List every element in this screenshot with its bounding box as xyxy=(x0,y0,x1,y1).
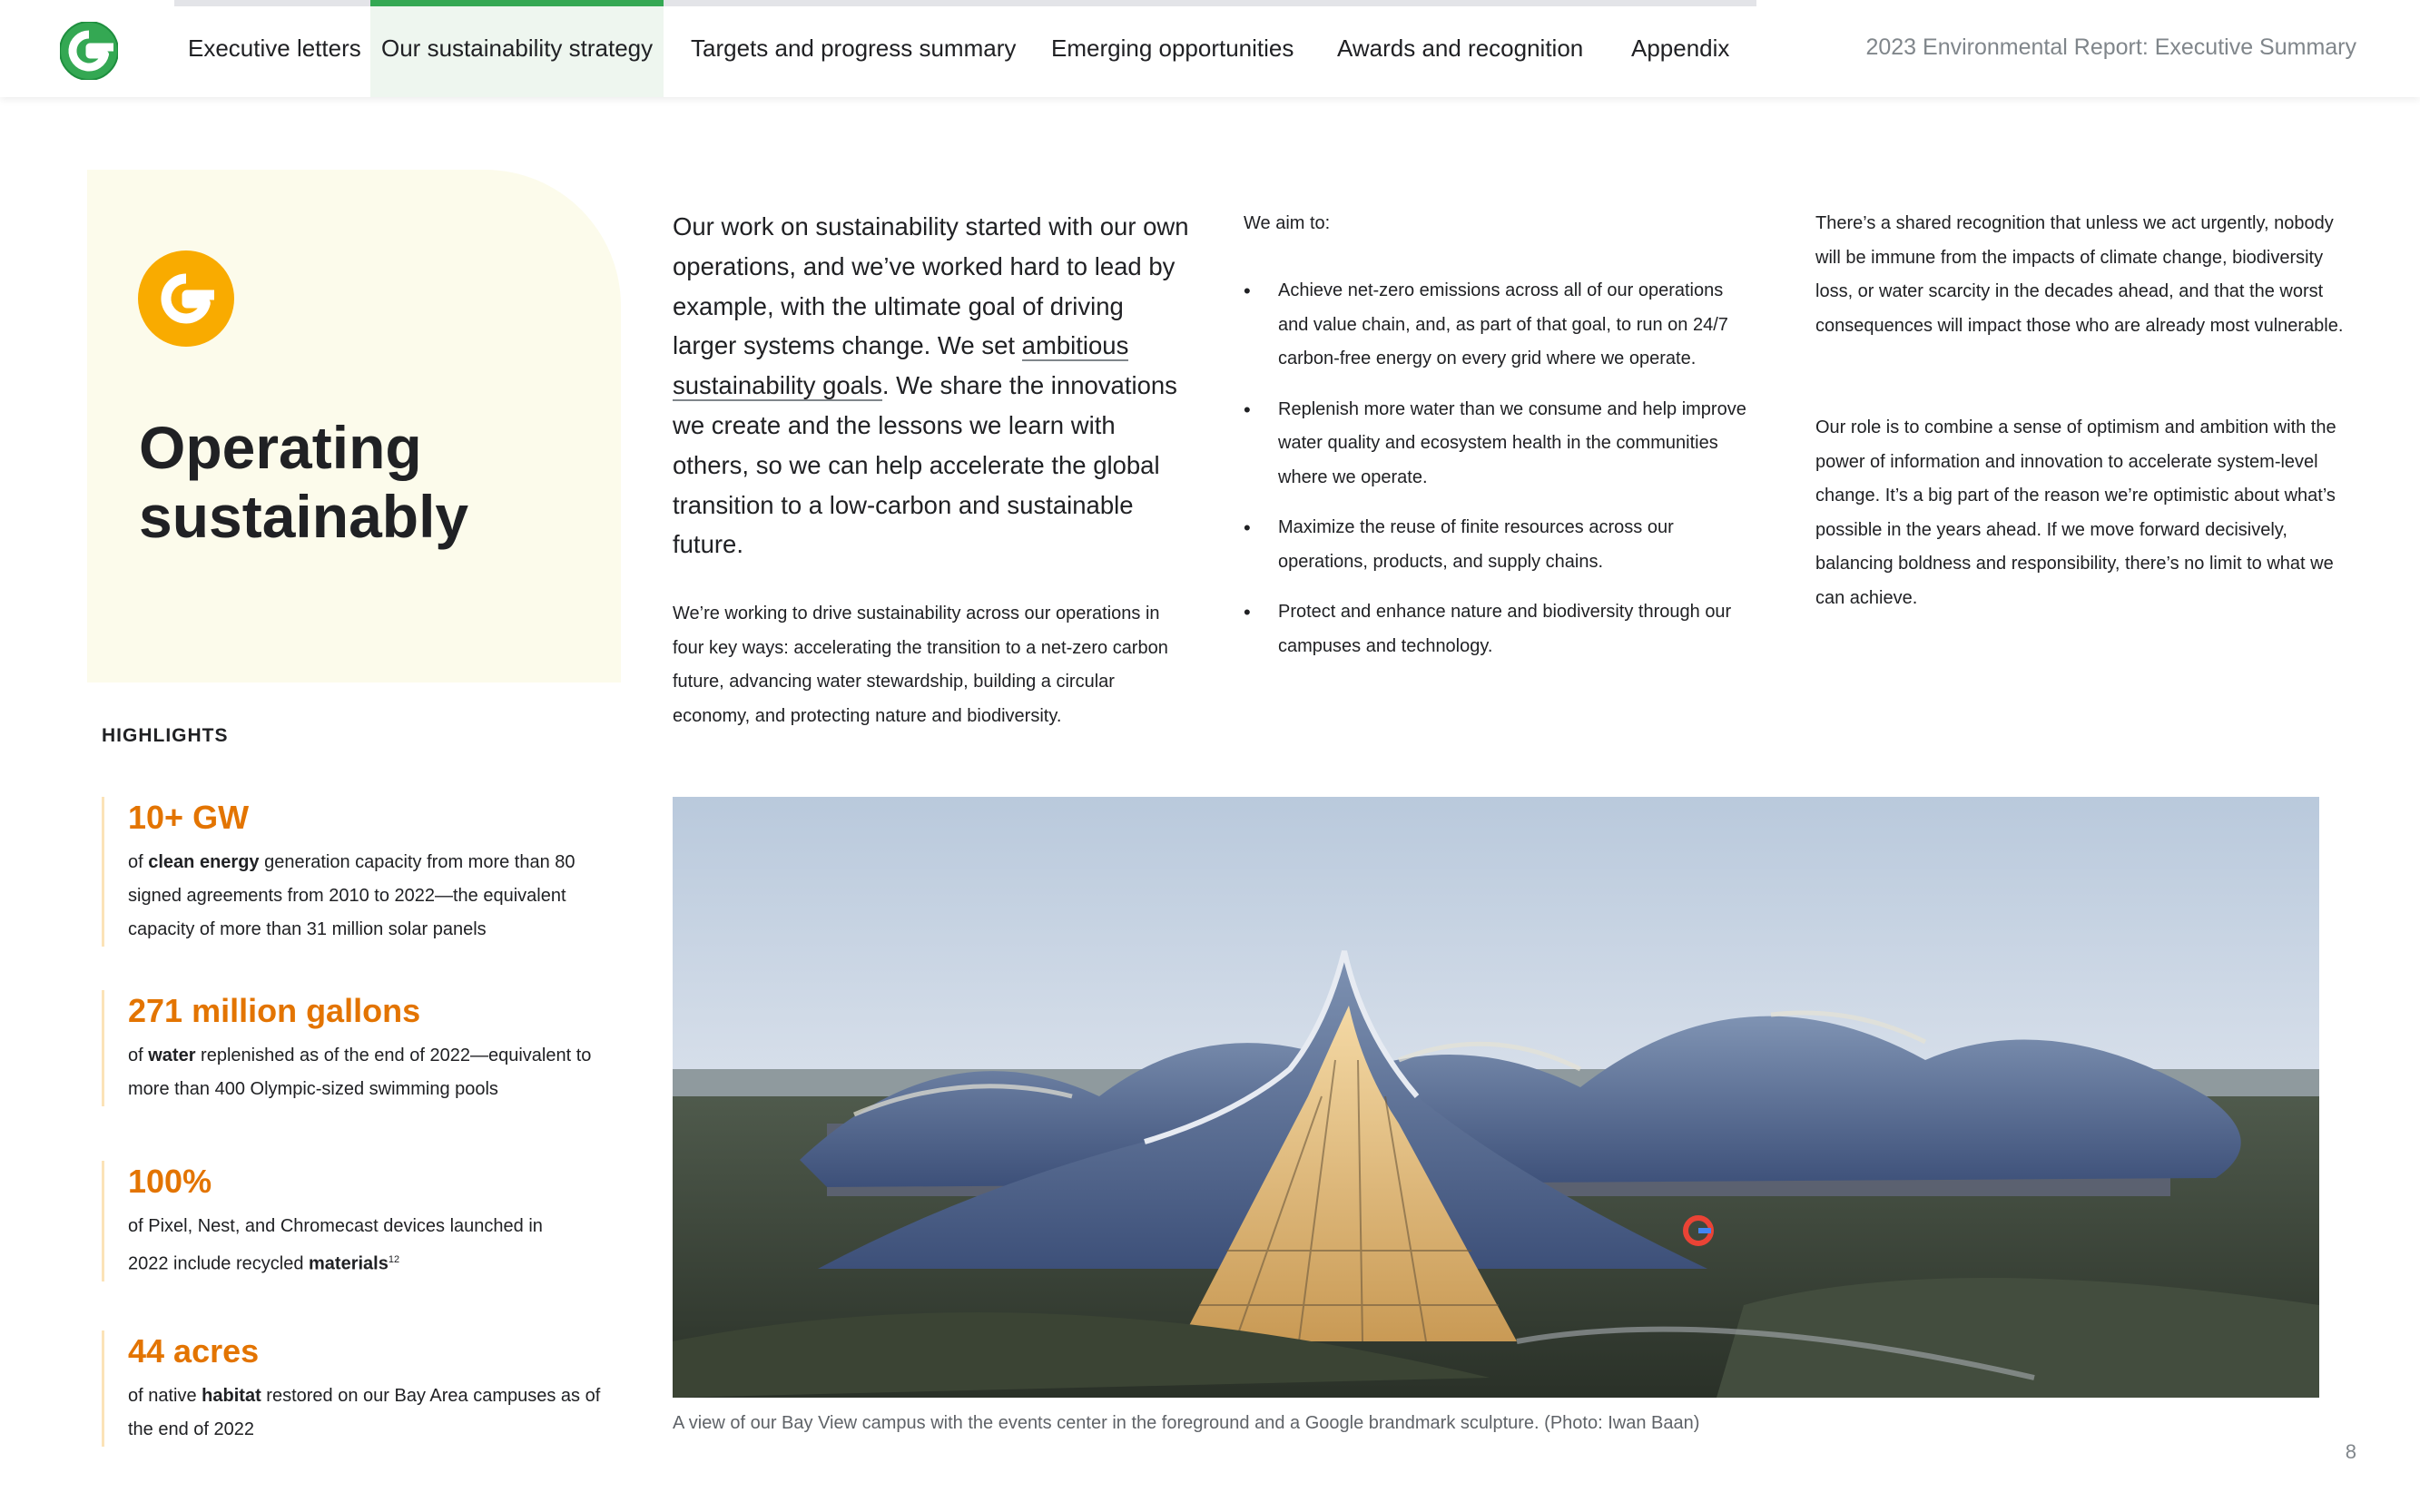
bullet-icon: • xyxy=(1244,398,1251,421)
google-g-badge-icon xyxy=(138,250,234,347)
nav-tab-sustainability-strategy[interactable]: Our sustainability strategy xyxy=(381,34,654,62)
page-title xyxy=(139,413,593,551)
highlight-description: of native habitat restored on our Bay Area campuses as of the end of 2022 xyxy=(128,1386,601,1439)
aim-item-reuse: • Maximize the reuse of finite resources across our operations, products, and supply chains. xyxy=(1244,511,1752,579)
highlight-stat: 44 acres xyxy=(128,1332,260,1370)
nav-tab-targets-progress[interactable]: Targets and progress summary xyxy=(691,34,1017,62)
bullet-icon: • xyxy=(1244,280,1251,302)
nav-active-indicator xyxy=(370,0,664,6)
highlight-description: of water replenished as of the end of 2022—equivalent to more than 400 Olympic-sized swimming pools xyxy=(128,1046,592,1099)
nav-tab-executive-letters[interactable]: Executive letters xyxy=(188,34,361,62)
nav-tab-appendix[interactable]: Appendix xyxy=(1631,34,1730,62)
highlight-description: of clean energy generation capacity from more than 80 signed agreements from 2010 to 2022—the equivalent capacity of more than 31 million solar panels xyxy=(128,852,575,939)
highlight-habitat xyxy=(102,1330,628,1447)
highlight-recycled-materials xyxy=(102,1161,628,1281)
highlight-description: of Pixel, Nest, and Chromecast devices launched in 2022 include recycled materials$^{12}$ xyxy=(128,1216,543,1274)
aims-intro: We aim to: xyxy=(1244,213,1331,233)
highlight-stat: 271 million gallons xyxy=(128,992,421,1029)
google-logo-icon[interactable] xyxy=(60,22,118,80)
bay-view-campus-photo xyxy=(673,797,2319,1398)
aims-list xyxy=(1244,274,1752,680)
sustainability-goals-link[interactable]: ambitious sustainability goals xyxy=(673,331,1129,400)
shared-recognition-paragraph: There’s a shared recognition that unless we act urgently, nobody will be immune from the impacts of climate change, biodiversity loss, or water scarcity in the decades ahead, and that the worst consequences will impact those who are already most vulnerable. xyxy=(1815,213,2344,336)
aim-item-water: • Replenish more water than we consume and help improve water quality and ecosystem health in the communities where we operate. xyxy=(1244,393,1752,496)
our-role-paragraph: Our role is to combine a sense of optimism and ambition with the power of information and innovation to accelerate system-level change. It’s a big part of the reason we’re optimistic about what’s possible in the years ahead. If we move forward decisively, balancing boldness and responsibility, there’s no limit to what we can achieve. xyxy=(1815,417,2336,608)
page-title-line-1: Operating xyxy=(139,414,422,481)
aim-item-net-zero: • Achieve net-zero emissions across all of our operations and value chain, and, as part of that goal, to run on 24/7 carbon-free energy on every grid where we operate. xyxy=(1244,274,1752,377)
nav-tab-awards-recognition[interactable]: Awards and recognition xyxy=(1337,34,1584,62)
nav-tab-emerging-opportunities[interactable]: Emerging opportunities xyxy=(1051,34,1294,62)
bullet-icon: • xyxy=(1244,516,1251,539)
photo-caption: A view of our Bay View campus with the events center in the foreground and a Google brandmark sculpture. (Photo: Iwan Baan) xyxy=(673,1413,1700,1433)
page-number: 8 xyxy=(2345,1440,2356,1463)
bullet-icon: • xyxy=(1244,601,1251,623)
lead-paragraph: Our work on sustainability started with our own operations, and we’ve worked hard to lead by example, with the ultimate goal of driving larger systems change. We set ambitious sustainability goals. We share the innovations we create and the lessons we learn with others, so we can help accelerate the global transition to a low-carbon and sustainable future. xyxy=(673,212,1189,559)
aim-item-nature: • Protect and enhance nature and biodiversity through our campuses and technology. xyxy=(1244,595,1752,663)
four-key-ways-paragraph: We’re working to drive sustainability across our operations in four key ways: accelerating the transition to a net-zero carbon future, advancing water stewardship, building a circular economy, and protecting nature and biodiversity. xyxy=(673,604,1168,726)
highlights-heading: HIGHLIGHTS xyxy=(102,725,229,746)
highlight-stat: 10+ GW xyxy=(128,799,250,836)
highlight-water xyxy=(102,990,628,1106)
report-title: 2023 Environmental Report: Executive Summary xyxy=(1865,34,2356,60)
highlight-stat: 100% xyxy=(128,1163,212,1200)
page-title-line-2: sustainably xyxy=(139,483,469,550)
footnote-ref[interactable]: 12 xyxy=(388,1254,400,1265)
top-navigation-bar xyxy=(0,0,2420,97)
highlight-clean-energy xyxy=(102,797,628,947)
